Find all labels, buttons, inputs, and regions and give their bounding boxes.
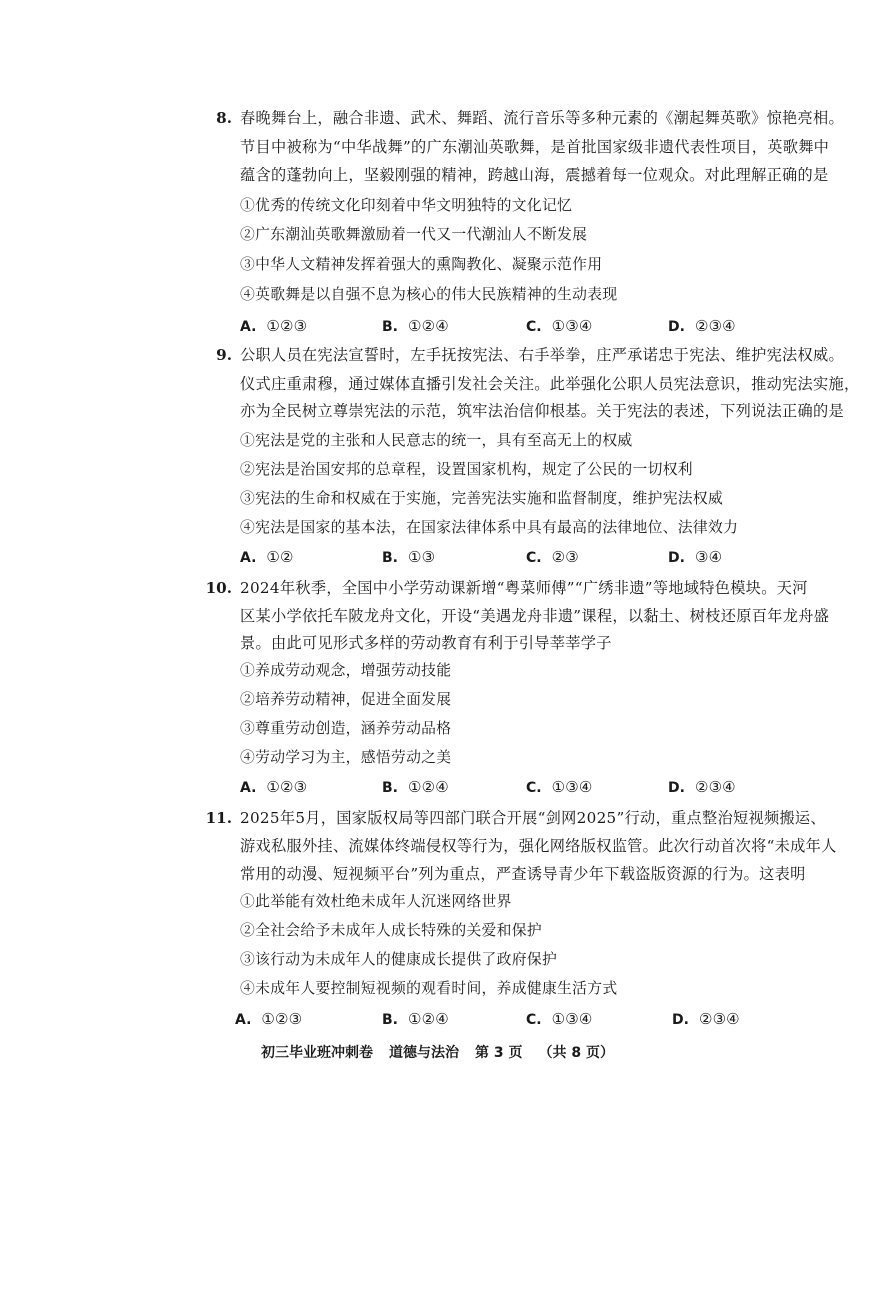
option-letter: A. <box>240 319 257 335</box>
question-number: 11. <box>205 809 232 827</box>
statement-3: ③中华人文精神发挥着强大的熏陶教化、凝聚示范作用 <box>240 256 603 273</box>
option-text: ①②④ <box>408 778 449 796</box>
statement-1: ①宪法是党的主张和人民意志的统一，具有至高无上的权威 <box>240 432 633 449</box>
option-letter: B. <box>382 780 398 796</box>
question-stem-line: 春晚舞台上，融合非遗、武术、舞蹈、流行音乐等多种元素的《潮起舞英歌》惊艳亮相。 <box>240 109 845 127</box>
footer-exam-title: 初三毕业班冲刺卷 <box>261 1045 373 1061</box>
option-d[interactable] <box>668 777 736 798</box>
footer-total-pages: （共 8 页） <box>538 1045 614 1061</box>
option-c[interactable] <box>526 547 579 568</box>
question-stem-line: 亦为全民树立尊崇宪法的示范，筑牢法治信仰根基。关于宪法的表述，下列说法正确的是 <box>240 402 845 420</box>
question-number: 10. <box>205 579 232 597</box>
option-letter: B. <box>382 319 398 335</box>
statement-2: ②培养劳动精神，促进全面发展 <box>240 691 452 708</box>
option-d[interactable] <box>668 316 736 337</box>
question-stem-line: 2024年秋季，全国中小学劳动课新增“粤菜师傅”“广绣非遗”等地域特色模块。天河 <box>240 579 808 597</box>
option-text: ①③ <box>408 548 436 566</box>
option-b[interactable] <box>382 777 449 798</box>
option-a[interactable] <box>235 1009 302 1030</box>
option-text: ①③④ <box>551 317 593 335</box>
option-text: ①③④ <box>551 778 593 796</box>
statement-2: ②广东潮汕英歌舞激励着一代又一代潮汕人不断发展 <box>240 226 588 243</box>
statement-1: ①此举能有效杜绝未成年人沉迷网络世界 <box>240 893 512 910</box>
statement-4: ④英歌舞是以自强不息为核心的伟大民族精神的生动表现 <box>240 286 618 303</box>
question-stem-line: 节目中被称为“中华战舞”的广东潮汕英歌舞，是首批国家级非遗代表性项目，英歌舞中 <box>240 138 830 156</box>
option-a[interactable] <box>240 547 294 568</box>
option-a[interactable] <box>240 316 307 337</box>
option-letter: D. <box>672 1012 689 1028</box>
option-letter: C. <box>526 780 542 796</box>
option-text: ①②③ <box>261 1010 303 1028</box>
statement-2: ②全社会给予未成年人成长特殊的关爱和保护 <box>240 922 542 939</box>
question-stem-line: 公职人员在宪法宣誓时，左手抚按宪法、右手举拳，庄严承诺忠于宪法、维护宪法权威。 <box>240 346 845 364</box>
option-letter: D. <box>668 780 685 796</box>
statement-1: ①养成劳动观念，增强劳动技能 <box>240 662 452 679</box>
question-stem-line: 景。由此可见形式多样的劳动教育有利于引导莘莘学子 <box>240 634 612 652</box>
option-text: ①②④ <box>408 1010 449 1028</box>
option-c[interactable] <box>526 316 592 337</box>
question-number: 9. <box>216 346 232 364</box>
question-number: 8. <box>216 109 232 127</box>
page-footer <box>0 1042 875 1062</box>
statement-2: ②宪法是治国安邦的总章程，设置国家机构，规定了公民的一切权利 <box>240 461 693 478</box>
option-d[interactable] <box>672 1009 740 1030</box>
question-stem-line: 仪式庄重肃穆，通过媒体直播引发社会关注。此举强化公职人员宪法意识，推动宪法实施， <box>240 375 860 393</box>
question-stem-line: 常用的动漫、短视频平台”列为重点，严查诱导青少年下载盗版资源的行为。这表明 <box>240 865 806 883</box>
option-letter: A. <box>235 1012 252 1028</box>
option-b[interactable] <box>382 316 449 337</box>
option-text: ②③④ <box>694 317 736 335</box>
option-text: ②③④ <box>698 1010 740 1028</box>
option-text: ①②③ <box>266 778 308 796</box>
option-text: ①②③ <box>266 317 308 335</box>
question-stem-line: 游戏私服外挂、流媒体终端侵权等行为，强化网络版权监管。此次行动首次将“未成年人 <box>240 837 837 855</box>
option-letter: D. <box>668 550 685 566</box>
question-stem-line: 2025年5月，国家版权局等四部门联合开展“剑网2025”行动，重点整治短视频搬运、 <box>240 809 826 827</box>
option-text: ①②④ <box>408 317 449 335</box>
option-b[interactable] <box>382 1009 449 1030</box>
option-text: ①② <box>266 548 294 566</box>
option-text: ①③④ <box>551 1010 593 1028</box>
option-letter: C. <box>526 1012 542 1028</box>
option-d[interactable] <box>668 547 722 568</box>
question-stem-line: 区某小学依托车陂龙舟文化，开设“美遇龙舟非遗”课程，以黏土、树枝还原百年龙舟盛 <box>240 607 830 625</box>
statement-1: ①优秀的传统文化印刻着中华文明独特的文化记忆 <box>240 197 573 214</box>
option-b[interactable] <box>382 547 435 568</box>
option-letter: A. <box>240 550 257 566</box>
option-a[interactable] <box>240 777 307 798</box>
option-letter: B. <box>382 1012 398 1028</box>
question-stem-line: 蕴含的蓬勃向上，坚毅刚强的精神，跨越山海，震撼着每一位观众。对此理解正确的是 <box>240 166 829 184</box>
footer-page-number: 第 3 页 <box>475 1045 523 1061</box>
option-text: ②③ <box>551 548 579 566</box>
footer-subject: 道德与法治 <box>389 1045 459 1061</box>
option-letter: D. <box>668 319 685 335</box>
statement-3: ③宪法的生命和权威在于实施，完善宪法实施和监督制度，维护宪法权威 <box>240 490 724 507</box>
option-text: ②③④ <box>694 778 736 796</box>
statement-4: ④宪法是国家的基本法，在国家法律体系中具有最高的法律地位、法律效力 <box>240 519 739 536</box>
statement-4: ④未成年人要控制短视频的观看时间，养成健康生活方式 <box>240 980 618 997</box>
option-letter: C. <box>526 319 542 335</box>
statement-3: ③尊重劳动创造，涵养劳动品格 <box>240 720 452 737</box>
statement-4: ④劳动学习为主，感悟劳动之美 <box>240 749 452 766</box>
statement-3: ③该行动为未成年人的健康成长提供了政府保护 <box>240 951 558 968</box>
option-c[interactable] <box>526 1009 592 1030</box>
option-letter: C. <box>526 550 542 566</box>
option-letter: A. <box>240 780 257 796</box>
option-c[interactable] <box>526 777 592 798</box>
option-letter: B. <box>382 550 398 566</box>
option-text: ③④ <box>694 548 723 566</box>
